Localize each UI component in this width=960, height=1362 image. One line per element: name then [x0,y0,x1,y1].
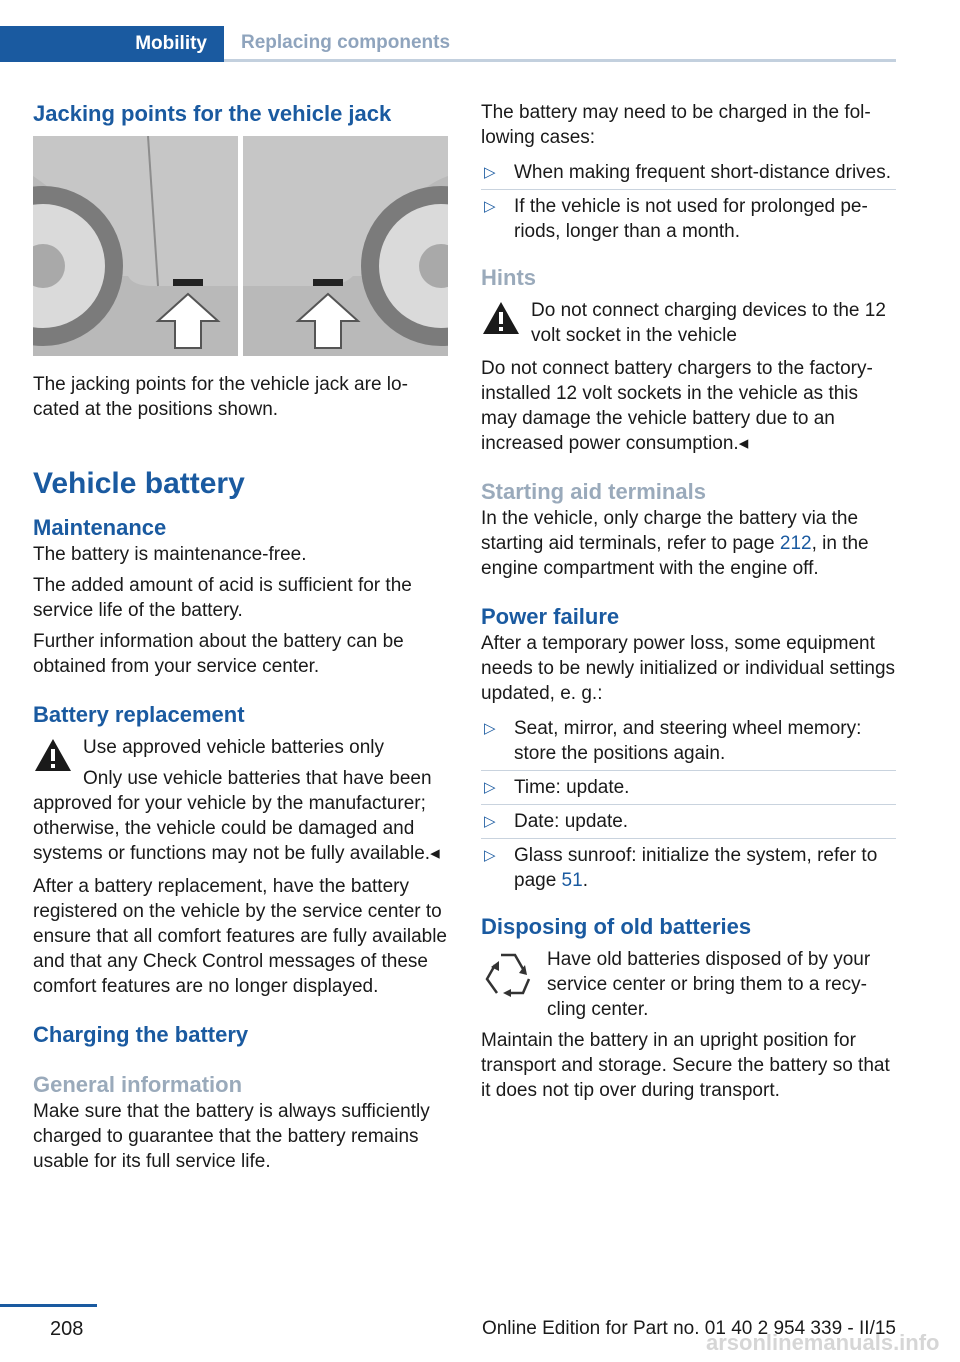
list-item: ▷ Seat, mirror, and steering wheel memory: store the positions again. [481,712,896,771]
maintenance-p1: The battery is maintenance-free. [33,544,307,565]
jacking-points-illustration [33,136,448,356]
left-column [33,100,448,1174]
triangle-bullet-icon: ▷ [484,720,496,737]
maintenance-p2: The added amount of acid is sufficient for the service life of the battery. [33,575,412,621]
list-item: ▷ Date: update. [481,805,896,839]
recycling-note [481,947,896,1022]
charge-cases-list [481,156,896,248]
header-tab-replacing-components: Replacing components [224,26,896,62]
right-column [481,100,896,1103]
charge-intro: The battery may need to be charged in the following cases: [481,102,871,148]
warning-triangle-icon [481,300,521,336]
general-information-heading: General information [33,1072,243,1097]
triangle-bullet-icon: ▷ [484,198,496,215]
triangle-bullet-icon: ▷ [484,813,496,830]
triangle-bullet-icon: ▷ [484,164,496,181]
power-items-list [481,712,896,897]
jacking-points-heading: Jacking points for the vehicle jack [33,101,392,126]
list-item: ▷ Time: update. [481,771,896,805]
power-failure-heading: Power failure [481,604,620,629]
general-information-text: Make sure that the battery is always sufficiently charged to guarantee that the battery remains usable for its full service life. [33,1101,430,1172]
disposing-batteries-heading: Disposing of old batteries [481,914,752,939]
warning-12v-body: Do not connect battery chargers to the factory-installed 12 volt sockets in the vehicle as this may damage the vehicle battery due to an increased power consumption.◂ [481,358,873,454]
maintenance-p3: Further information about the battery can be obtained from your service center. [33,631,404,677]
list-item: ▷ Glass sunroof: initialize the system, refer to page 51. [484,845,878,891]
maintenance-heading: Maintenance [33,515,167,540]
vehicle-battery-heading: Vehicle battery [33,467,245,500]
triangle-bullet-icon: ▷ [484,847,496,864]
footer-edition: Online Edition for Part no. 01 40 2 954 339 - II/15 [481,1318,896,1339]
starting-aid-heading: Starting aid terminals [481,479,706,504]
warning-approved-batteries [33,735,448,766]
page-link-212[interactable]: 212 [779,533,812,554]
warning-approved-head: Use approved vehicle batteries only [83,737,385,758]
recycling-icon [481,949,535,1001]
page-number: 208 [50,1318,84,1340]
warning-12v-head: Do not connect charging devices to the 12 volt socket in the vehicle [531,300,886,346]
charging-battery-heading: Charging the battery [33,1022,249,1047]
hints-heading: Hints [481,265,536,290]
warning-triangle-icon [33,737,73,773]
starting-aid-text: In the vehicle, only charge the battery via the starting aid terminals, refer to page 212, in the engine compartment with the engine off. [481,508,869,579]
disposing-text: Maintain the battery in an upright position for transport and storage. Secure the battery so that it does not tip over during transport. [481,1030,890,1101]
jacking-points-figure [33,136,448,356]
list-item: ▷ When making frequent short-distance drives. [481,156,896,190]
footer-accent-line [0,1304,97,1307]
watermark: arsonlinemanuals.info [706,1330,940,1355]
power-failure-text: After a temporary power loss, some equipment needs to be newly initialized or individual settings updated, e. g.: [481,633,896,704]
page-link-51[interactable]: 51 [561,870,583,891]
battery-replacement-heading: Battery replacement [33,702,245,727]
triangle-bullet-icon: ▷ [484,779,496,796]
recycling-note-text: Have old batteries disposed of by your service center or bring them to a recycling center. [547,949,871,1020]
jacking-points-text: The jacking points for the vehicle jack are located at the positions shown. [33,374,408,420]
replacement-text: After a battery replacement, have the battery registered on the vehicle by the service center to ensure that all comfort features are fully available and that any Check Control messages of these comfort features are no longer displayed. [33,876,447,997]
warning-approved-body: Only use vehicle batteries that have been approved for your vehicle by the manufacturer; otherwise, the vehicle could be damaged and systems or functions may not be fully available.◂ [33,768,440,864]
list-item: ▷ If the vehicle is not used for prolonged periods, longer than a month. [484,196,868,242]
warning-12v-socket [481,298,896,348]
header-tab-mobility: Mobility [0,26,224,62]
